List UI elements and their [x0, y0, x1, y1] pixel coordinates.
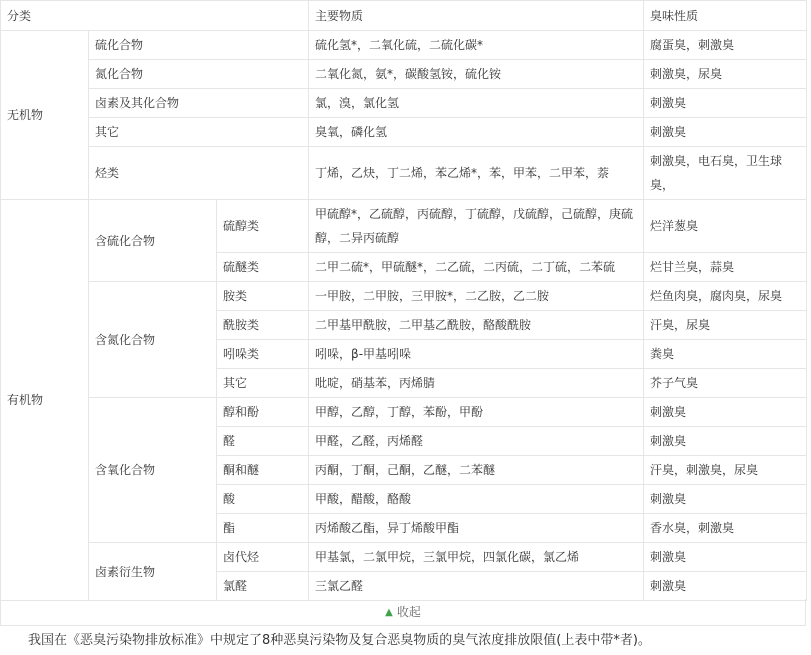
table-row	[1, 543, 807, 572]
group-cell: 含硫化合物	[89, 200, 217, 282]
subcategory-cell: 烃类	[89, 147, 309, 200]
substances-cell: 三氯乙醛	[309, 572, 644, 601]
type-cell: 酯	[217, 514, 309, 543]
odor-cell: 烂洋葱臭	[644, 200, 807, 253]
odor-cell: 香水臭，刺激臭	[644, 514, 807, 543]
substances-cell: 吲哚，β-甲基吲哚	[309, 340, 644, 369]
table-row	[1, 200, 807, 253]
category-organic: 有机物	[1, 200, 89, 601]
footnote-text: 我国在《恶臭污染物排放标准》中规定了8种恶臭污染物及复合恶臭物质的臭气浓度排放限值(上表中带*者)。	[28, 633, 651, 648]
table-row	[1, 147, 807, 200]
table-header-row	[1, 1, 807, 31]
collapse-label: 收起	[396, 605, 421, 619]
substances-cell: 甲硫醇*，乙硫醇，丙硫醇，丁硫醇，戊硫醇，己硫醇，庚硫醇，二异丙硫醇	[309, 200, 644, 253]
table-row	[1, 31, 807, 60]
odor-cell: 芥子气臭	[644, 369, 807, 398]
odor-cell: 烂鱼肉臭，腐肉臭，尿臭	[644, 282, 807, 311]
substances-cell: 甲酸，醋酸，酪酸	[309, 485, 644, 514]
table-row	[1, 398, 807, 427]
header-odor: 臭味性质	[644, 1, 807, 31]
odor-cell: 刺激臭，尿臭	[644, 60, 807, 89]
odor-cell: 刺激臭	[644, 427, 807, 456]
subcategory-cell: 氮化合物	[89, 60, 309, 89]
table-row	[1, 282, 807, 311]
type-cell: 硫醚类	[217, 253, 309, 282]
substances-cell: 吡啶，硝基苯，丙烯腈	[309, 369, 644, 398]
substances-cell: 二甲二硫*，甲硫醚*，二乙硫，二丙硫，二丁硫，二苯硫	[309, 253, 644, 282]
odor-cell: 刺激臭	[644, 572, 807, 601]
header-category: 分类	[1, 1, 309, 31]
group-cell: 含氧化合物	[89, 398, 217, 543]
category-inorganic: 无机物	[1, 31, 89, 200]
type-cell: 其它	[217, 369, 309, 398]
header-substances: 主要物质	[309, 1, 644, 31]
type-cell: 硫醇类	[217, 200, 309, 253]
odor-cell: 刺激臭	[644, 118, 807, 147]
substances-cell: 丙酮，丁酮，己酮，乙醚，二苯醚	[309, 456, 644, 485]
subcategory-cell: 其它	[89, 118, 309, 147]
type-cell: 酮和醚	[217, 456, 309, 485]
collapse-button[interactable]	[0, 599, 806, 626]
type-cell: 醛	[217, 427, 309, 456]
substances-cell: 丁烯，乙炔，丁二烯，苯乙烯*，苯，甲苯，二甲苯，萘	[309, 147, 644, 200]
substances-cell: 二氧化氮，氨*，碳酸氢铵，硫化铵	[309, 60, 644, 89]
group-cell: 卤素衍生物	[89, 543, 217, 601]
subcategory-cell: 卤素及其化合物	[89, 89, 309, 118]
chevron-up-icon: ▲	[385, 607, 393, 618]
odor-cell: 刺激臭，电石臭，卫生球臭，	[644, 147, 807, 200]
type-cell: 吲哚类	[217, 340, 309, 369]
substances-cell: 二甲基甲酰胺，二甲基乙酰胺，酪酸酰胺	[309, 311, 644, 340]
substances-cell: 臭氧，磷化氢	[309, 118, 644, 147]
table-row	[1, 89, 807, 118]
type-cell: 酰胺类	[217, 311, 309, 340]
table-row	[1, 60, 807, 89]
table-row	[1, 118, 807, 147]
odor-cell: 刺激臭	[644, 89, 807, 118]
substances-cell: 氯，溴，氯化氢	[309, 89, 644, 118]
odor-cell: 烂甘兰臭，蒜臭	[644, 253, 807, 282]
odor-cell: 粪臭	[644, 340, 807, 369]
odor-cell: 刺激臭	[644, 398, 807, 427]
substances-cell: 硫化氢*，二氧化硫，二硫化碳*	[309, 31, 644, 60]
substances-cell: 甲醇，乙醇，丁醇，苯酚，甲酚	[309, 398, 644, 427]
type-cell: 氯醛	[217, 572, 309, 601]
type-cell: 醇和酚	[217, 398, 309, 427]
odor-cell: 汗臭，刺激臭，尿臭	[644, 456, 807, 485]
group-cell: 含氮化合物	[89, 282, 217, 398]
odor-cell: 腐蛋臭，刺激臭	[644, 31, 807, 60]
type-cell: 酸	[217, 485, 309, 514]
type-cell: 胺类	[217, 282, 309, 311]
odor-cell: 刺激臭	[644, 543, 807, 572]
odor-cell: 刺激臭	[644, 485, 807, 514]
substances-cell: 丙烯酸乙酯，异丁烯酸甲酯	[309, 514, 644, 543]
substances-cell: 一甲胺，二甲胺，三甲胺*，二乙胺，乙二胺	[309, 282, 644, 311]
subcategory-cell: 硫化合物	[89, 31, 309, 60]
substances-cell: 甲醛，乙醛，丙烯醛	[309, 427, 644, 456]
substances-cell: 甲基氯，二氯甲烷，三氯甲烷，四氯化碳，氯乙烯	[309, 543, 644, 572]
type-cell: 卤代烃	[217, 543, 309, 572]
odor-cell: 汗臭，尿臭	[644, 311, 807, 340]
